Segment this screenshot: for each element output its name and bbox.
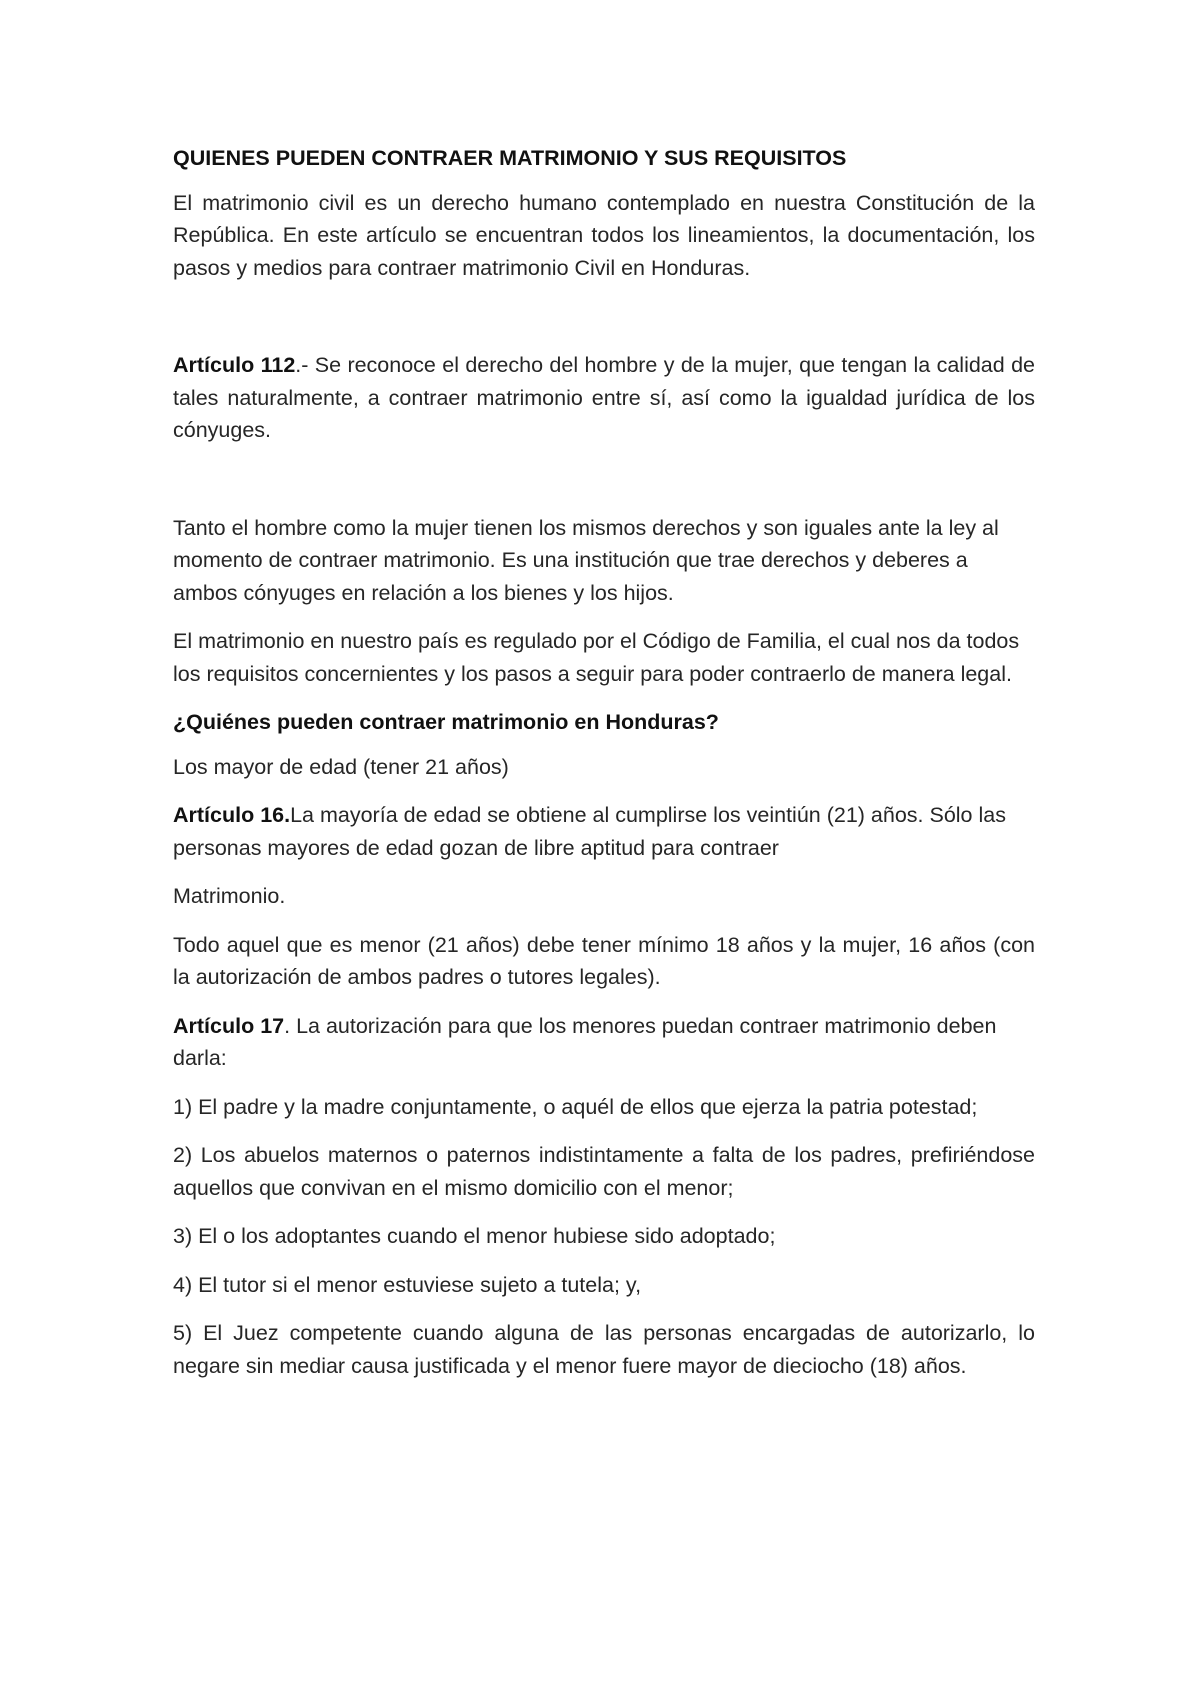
list-item: 5) El Juez competente cuando alguna de las personas encargadas de autorizarlo, lo negare sin mediar causa justificada y el menor fuere mayor de dieciocho (18) años. xyxy=(173,1321,1035,1378)
menor-paragraph: Todo aquel que es menor (21 años) debe tener mínimo 18 años y la mujer, 16 años (con la autorización de ambos padres o tutores legales). xyxy=(173,932,1035,989)
article-17-paragraph xyxy=(173,1010,1035,1075)
article-16-label: Artículo 16. xyxy=(173,803,291,827)
article-16-text: La mayoría de edad se obtiene al cumplirse los veintiún (21) años. Sólo las personas mayores de edad gozan de libre aptitud para contraer xyxy=(173,803,1006,860)
matrimonio-line: Matrimonio. xyxy=(173,884,286,908)
list-item: 4) El tutor si el menor estuviese sujeto a tutela; y, xyxy=(173,1272,642,1297)
intro-paragraph: El matrimonio civil es un derecho humano contemplado en nuestra Constitución de la República. En este artículo se encuentran todos los lineamientos, la documentación, los pasos y medios para contraer matrimonio Civil en Honduras. xyxy=(173,190,1035,280)
article-112-label: Artículo 112 xyxy=(173,353,296,377)
question-heading: ¿Quiénes pueden contraer matrimonio en Honduras? xyxy=(173,710,719,734)
list-item: 3) El o los adoptantes cuando el menor hubiese sido adoptado; xyxy=(173,1224,776,1248)
list-item: 1) El padre y la madre conjuntamente, o aquél de ellos que ejerza la patria potestad; xyxy=(173,1094,978,1119)
spacer xyxy=(173,463,1035,512)
document-title: QUIENES PUEDEN CONTRAER MATRIMONIO Y SUS REQUISITOS xyxy=(173,146,847,170)
spacer xyxy=(173,300,1035,349)
mayor-edad-line: Los mayor de edad (tener 21 años) xyxy=(173,754,509,779)
article-112-text: .- Se reconoce el derecho del hombre y de la mujer, que tengan la calidad de tales naturalmente, a contraer matrimonio entre sí, así como la igualdad jurídica de los cónyuges. xyxy=(173,353,1035,442)
equality-paragraph: Tanto el hombre como la mujer tienen los mismos derechos y son iguales ante la ley al momento de contraer matrimonio. Es una institución que trae derechos y deberes a ambos cónyuges en relación a los bienes y los hijos. xyxy=(173,515,999,605)
article-112-paragraph xyxy=(173,349,1035,447)
article-17-text: . La autorización para que los menores puedan contraer matrimonio deben darla: xyxy=(173,1013,997,1070)
list-item: 2) Los abuelos maternos o paternos indistintamente a falta de los padres, prefiriéndose aquellos que convivan en el mismo domicilio con el menor; xyxy=(173,1143,1035,1200)
document-body xyxy=(173,142,1035,1398)
article-17-label: Artículo 17 xyxy=(173,1013,285,1038)
article-16-paragraph xyxy=(173,799,1035,864)
codigo-familia-paragraph: El matrimonio en nuestro país es regulado por el Código de Familia, el cual nos da todos los requisitos concernientes y los pasos a seguir para poder contraerlo de manera legal. xyxy=(173,629,1020,686)
